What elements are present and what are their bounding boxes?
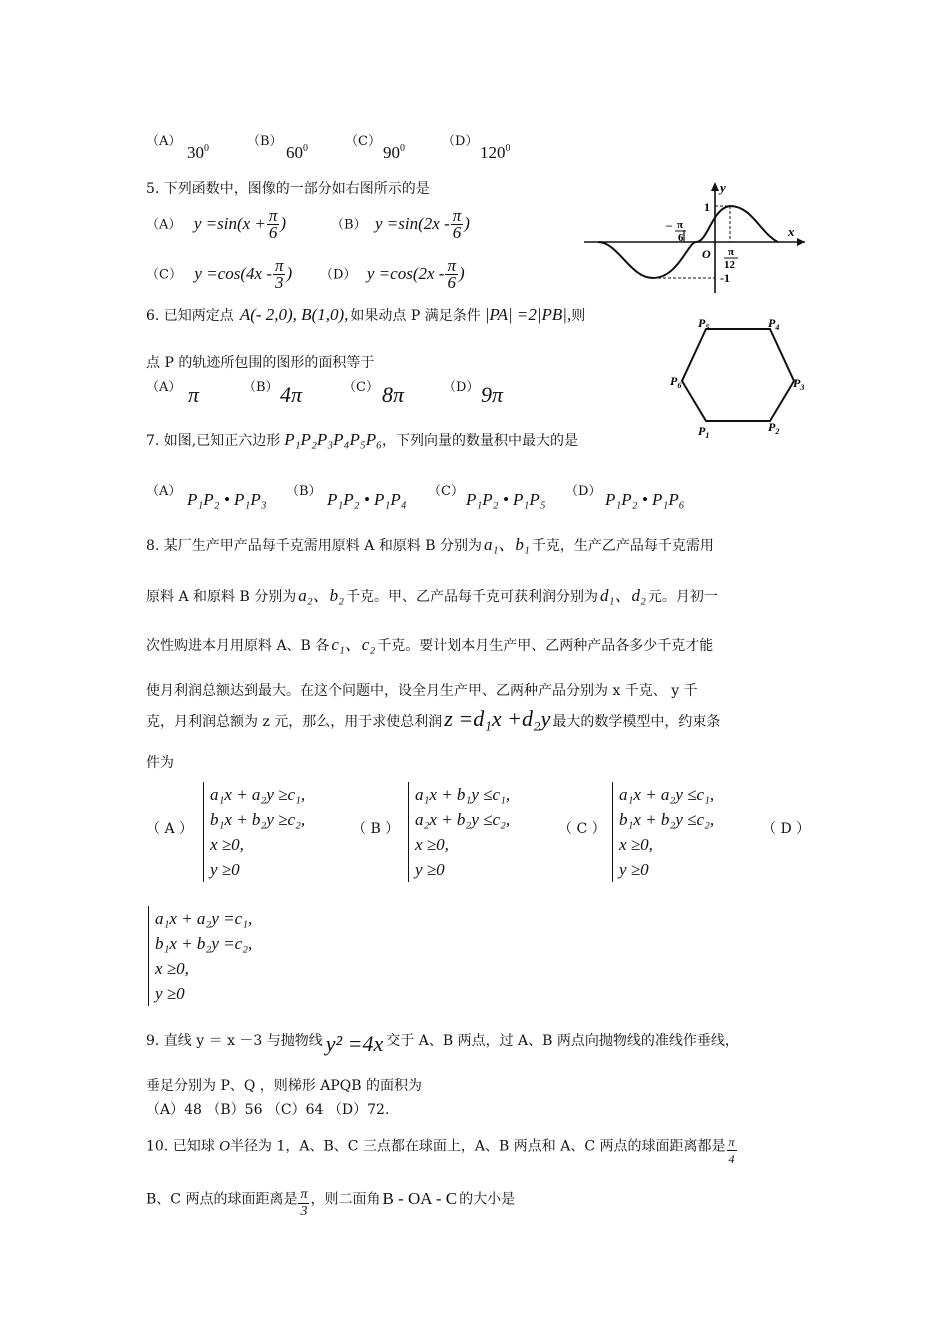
q6-option-a-label: （A） [146,380,182,395]
q6-option-c-label: （C） [343,380,379,395]
q8-system-a: a₁x + a₂y ≥c₁, b₁x + b₂y ≥c₂, x ≥0, y ≥0 [203,782,305,882]
hex-label-p5: $P_5$ [698,316,710,332]
hexagon-figure [668,315,808,440]
q8-option-d-label: （ D ） [762,821,811,837]
q8-line6: 件为 [146,755,174,771]
q7-option-c-value: P₁P₂ • P₁P₅ [466,490,546,509]
q6-line2: 点 P 的轨迹所包围的图形的面积等于 [146,355,375,371]
x-axis-arrow-icon [797,238,805,246]
graph-left-den: 6 [678,232,684,244]
q6-line1: 6. 已知两定点 A(- 2,0), B(1,0), 如果动点 P 满足条件 |PA| =2|PB|,则 [146,305,586,324]
graph-x-label: x [788,224,795,239]
q5-option-b: （B） y =sin(2x - $\frac{\pi}{6}$ ) [331,206,470,242]
graph-right-den: 12 [724,259,735,271]
graph-one-label: 1 [704,200,710,214]
q6-option-a-value: π [188,382,200,407]
q8-line5: 克，月利润总额为 z 元，那么，用于求使总利润z =d₁x +d₂y 最大的数学模型中，约束条 [146,706,721,731]
graph-left-num: π [677,219,684,231]
q8-system-b: a₁x + b₁y ≤c₁, a₂x + b₂y ≤c₂, x ≥0, y ≥0 [408,782,510,882]
q8-option-a-label: （ A ） [146,821,194,837]
q8-option-b-label: （ B ） [352,821,400,837]
q8-line1: 8. 某厂生产甲产品每千克需用原料 A 和原料 B 分别为 a₁、b₁ 千克，生产乙产品每千克需用 [146,535,714,554]
q10-line2: B、C 两点的球面距离是 $\frac{\pi}{3}$ ，则二面角 B - OA - C 的大小是 [146,1187,516,1219]
q8-line4: 使月利润总额达到最大。在这个问题中，设全月生产甲、乙两种产品分别为 x 千克、 y 千 [146,683,698,699]
q4-option-d-label: （D） [442,134,479,149]
q4-option-c-value: $90^0$ [383,143,405,162]
q4-option-a-label: （A） [146,134,182,149]
graph-y-label: y [720,180,726,195]
hexagon-shape [682,329,794,421]
q7-option-b-label: （B） [286,484,322,499]
q6-option-d-label: （D） [443,380,480,395]
q5-stem: 5. 下列函数中，图像的一部分如右图所示的是 [146,181,430,197]
q7-stem: 7. 如图,已知正六边形 P₁P₂P₃P₄P₅P₆，下列向量的数量积中最大的是 [146,430,579,449]
q4-option-a-value: $30^0$ [187,143,209,162]
q6-option-d-value: 9π [481,382,504,407]
q8-line2: 原料 A 和原料 B 分别为 a₂、b₂ 千克。甲、乙产品每千克可获利润分别为 d₁、d₂ 元。月初一 [146,586,718,605]
q6-option-b-label: （B） [243,380,279,395]
q8-system-c: a₁x + a₂y ≤c₁, b₁x + b₂y ≤c₂, x ≥0, y ≥0 [612,782,714,882]
q4-option-d-value: $120^0$ [480,143,511,162]
q9-line2: 垂足分别为 P、Q ，则梯形 APQB 的面积为 [146,1078,422,1094]
q7-option-a-value: P₁P₂ • P₁P₃ [187,490,267,509]
q8-system-d: a₁x + a₂y =c₁, b₁x + b₂y =c₂, x ≥0, y ≥0 [148,906,252,1006]
q7-option-d-value: P₁P₂ • P₁P₆ [605,490,685,509]
q5-option-c: （C） y =cos(4x - $\frac{\pi}{3}$ ) [146,256,293,292]
hex-label-p2: $P_2$ [768,420,780,436]
sine-graph-figure [580,178,810,298]
q8-option-c-label: （ C ） [558,821,606,837]
hex-label-p3: $P_3$ [793,376,805,392]
q9-line1: 9. 直线 y ＝ x －3 与抛物线 y² =4x 交于 A、B 两点，过 A、B 两点向抛物线的准线作垂线， [146,1031,739,1056]
q4-option-b-value: $60^0$ [286,143,308,162]
hex-label-p4: $P_4$ [768,316,780,332]
q10-line1: 10. 已知球 O半径为 1，A、B、C 三点都在球面上，A、B 两点和 A、C 两点的球面距离都是 $\frac{\pi}{4}$ [146,1135,735,1166]
graph-right-num: π [728,246,735,258]
graph-minus-one-label: -1 [720,271,730,285]
q6-option-c-value: 8π [382,382,405,407]
q7-option-d-label: （D） [565,484,602,499]
hex-label-p6: $P_6$ [670,374,682,390]
graph-left-sign: – [666,218,672,232]
q5-option-d: （D） y =cos(2x - $\frac{\pi}{6}$ ) [320,256,465,292]
q7-option-b-value: P₁P₂ • P₁P₄ [327,490,407,509]
graph-origin-label: O [702,247,711,261]
q8-line3: 次性购进本月用原料 A、B 各 c₁、c₂ 千克。要计划本月生产甲、乙两种产品各多少千克才能 [146,635,714,654]
q6-option-b-value: 4π [280,382,303,407]
y-axis-arrow-icon [711,182,719,191]
q7-option-a-label: （A） [146,484,182,499]
q9-options: （A）48 （B）56 （C）64 （D）72. [146,1102,390,1118]
hex-label-p1: $P_1$ [698,424,710,440]
q5-option-a: （A） y =sin(x + $\frac{\pi}{6}$ ) [146,206,287,242]
q4-option-c-label: （C） [345,134,381,149]
q4-option-b-label: （B） [247,134,283,149]
q7-option-c-label: （C） [428,484,464,499]
